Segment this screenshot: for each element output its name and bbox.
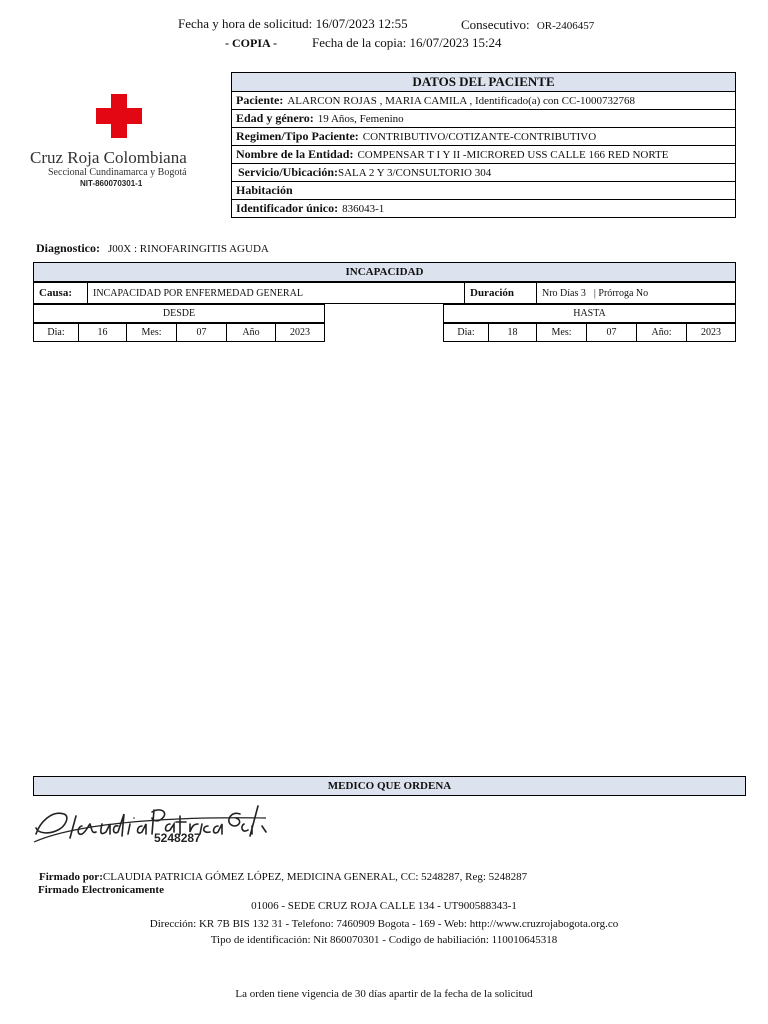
desde-ano-label: Año <box>226 323 276 342</box>
consecutivo-label: Consecutivo: <box>461 17 530 32</box>
consecutivo-line <box>461 17 594 33</box>
hasta-mes-label: Mes: <box>536 323 587 342</box>
patient-row-regimen: Regimen/Tipo Paciente: CONTRIBUTIVO/COTIZANTE-CONTRIBUTIVO <box>232 128 735 146</box>
svg-text:5248287: 5248287 <box>154 831 201 845</box>
firmado-electronicamente: Firmado Electronicamente <box>38 884 164 896</box>
patient-row-entity: Nombre de la Entidad: COMPENSAR T I Y II -MICRORED USS CALLE 166 RED NORTE <box>232 146 735 164</box>
patient-row-room: Habitación <box>232 182 735 200</box>
firmado-line <box>39 867 527 885</box>
duracion-label: Duración <box>464 282 537 304</box>
hasta-ano: 2023 <box>686 323 736 342</box>
patient-row-age: Edad y género: 19 Años, Femenino <box>232 110 735 128</box>
hasta-ano-label: Año: <box>636 323 687 342</box>
diagnostico-label: Diagnostico: <box>36 241 100 255</box>
footer-sede: 01006 - SEDE CRUZ ROJA CALLE 134 - UT900588343-1 <box>251 900 517 912</box>
logo <box>20 85 220 195</box>
logo-nit: NIT-860070301-1 <box>80 179 143 188</box>
patient-table-title: DATOS DEL PACIENTE <box>232 73 735 92</box>
copia-label: - COPIA - <box>225 36 277 50</box>
desde-dia-label: Dia: <box>33 323 79 342</box>
solicitud-line <box>178 16 408 32</box>
copia-date-label: Fecha de la copia: <box>312 35 407 50</box>
medico-title: MEDICO QUE ORDENA <box>33 776 746 796</box>
handwritten-signature <box>30 796 270 848</box>
prorroga: | Prórroga No <box>593 287 649 299</box>
causa-label: Causa: <box>33 282 88 304</box>
causa-value: INCAPACIDAD POR ENFERMEDAD GENERAL <box>87 282 465 304</box>
nro-dias: Nro Días 3 <box>542 287 586 299</box>
hasta-dia: 18 <box>488 323 537 342</box>
solicitud-value: 16/07/2023 12:55 <box>315 16 408 31</box>
hasta-dia-label: Dia: <box>443 323 489 342</box>
hasta-mes: 07 <box>586 323 637 342</box>
desde-ano: 2023 <box>275 323 325 342</box>
hasta-title: HASTA <box>443 304 736 323</box>
firmado-label: Firmado por: <box>39 871 103 883</box>
copia-date-line <box>312 35 502 51</box>
diagnostico-value: J00X : RINOFARINGITIS AGUDA <box>108 243 269 255</box>
logo-seccional: Seccional Cundinamarca y Bogotá <box>48 167 187 178</box>
red-cross-icon <box>96 94 142 138</box>
patient-data-table <box>231 72 736 218</box>
footer-tipo-identificacion: Tipo de identificación: Nit 860070301 - Codigo de habiliación: 110010645318 <box>210 934 558 946</box>
consecutivo-value: OR-2406457 <box>536 20 595 32</box>
desde-title: DESDE <box>33 304 325 323</box>
incapacidad-title: INCAPACIDAD <box>33 262 736 282</box>
logo-name: Cruz Roja Colombiana <box>30 148 187 167</box>
diagnostico-line <box>36 239 269 257</box>
patient-row-name: Paciente: ALARCON ROJAS , MARIA CAMILA , Identificado(a) con CC-1000732768 <box>232 92 735 110</box>
desde-mes: 07 <box>176 323 227 342</box>
patient-row-service: Servicio/Ubicación:SALA 2 Y 3/CONSULTORIO 304 <box>232 164 735 182</box>
desde-dia: 16 <box>78 323 127 342</box>
duracion-value <box>536 282 736 304</box>
firmado-value: CLAUDIA PATRICIA GÓMEZ LÓPEZ, MEDICINA GENERAL, CC: 5248287, Reg: 5248287 <box>102 871 528 883</box>
patient-row-identifier: Identificador único: 836043-1 <box>236 201 385 215</box>
solicitud-label: Fecha y hora de solicitud: <box>178 16 313 31</box>
footer-direccion: Dirección: KR 7B BIS 132 31 - Telefono: 7460909 Bogota - 169 - Web: http://www.cruzrojabogota.org.co <box>149 918 619 930</box>
copia-date-value: 16/07/2023 15:24 <box>409 35 502 50</box>
desde-mes-label: Mes: <box>126 323 177 342</box>
footer-vigencia: La orden tiene vigencia de 30 días apartir de la fecha de la solicitud <box>235 988 533 1000</box>
